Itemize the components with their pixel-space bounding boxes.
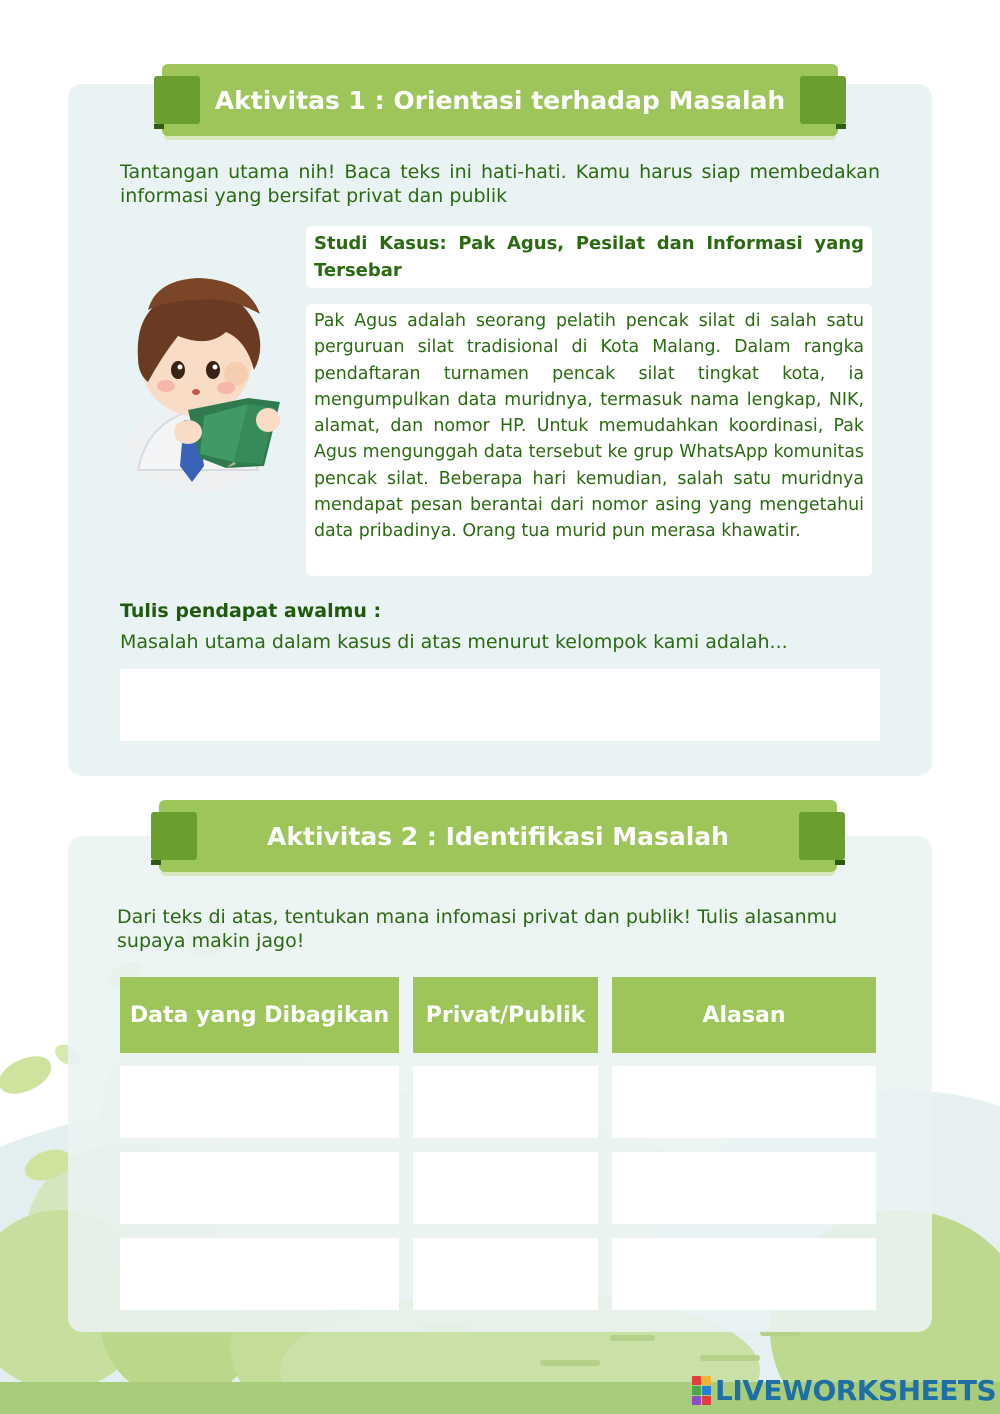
table-cell-reason-row2[interactable]	[612, 1152, 876, 1224]
case-study-body: Pak Agus adalah seorang pelatih pencak silat di salah satu perguruan silat tradisional di Kota Malang. Dalam rangka pendaftaran turnamen pencak silat tingkat kota, ia mengumpulkan data muridnya, termasuk nama lengkap, NIK, alamat, dan nomor HP. Untuk memudahkan koordinasi, Pak Agus mengunggah data tersebut ke grup WhatsApp komunitas pencak silat. Beberapa hari kemudian, salah satu muridnya mendapat pesan berantai dari nomor asing yang mengetahui data pribadinya. Orang tua murid pun merasa khawatir.	[306, 304, 872, 576]
opinion-answer-field[interactable]	[120, 669, 880, 741]
boy-reading-book-illustration	[108, 270, 298, 492]
logo-text: LIVEWORKSHEETS	[715, 1373, 997, 1407]
table-cell-data-row3[interactable]	[120, 1238, 399, 1310]
table-header-data: Data yang Dibagikan	[120, 977, 399, 1053]
table-cell-reason-row3[interactable]	[612, 1238, 876, 1310]
activity1-banner	[154, 64, 846, 136]
table-header-reason: Alasan	[612, 977, 876, 1053]
activity2-intro: Dari teks di atas, tentukan mana infomasi privat dan publik! Tulis alasanmu supaya makin jago!	[117, 906, 838, 952]
table-cell-data-row1[interactable]	[120, 1066, 399, 1138]
activity2-banner	[151, 800, 845, 872]
liveworksheets-logo	[692, 1372, 996, 1408]
case-study-title: Studi Kasus: Pak Agus, Pesilat dan Informasi yang Tersebar	[306, 226, 872, 288]
opinion-prompt: Masalah utama dalam kasus di atas menurut kelompok kami adalah...	[120, 631, 788, 653]
activity1-title: Aktivitas 1 : Orientasi terhadap Masalah	[214, 85, 786, 115]
activity1-intro: Tantangan utama nih! Baca teks ini hati-hati. Kamu harus siap membedakan informasi yang bersifat privat dan publik	[120, 161, 880, 207]
table-cell-privacy-row2[interactable]	[413, 1152, 598, 1224]
table-cell-data-row2[interactable]	[120, 1152, 399, 1224]
table-header-privacy: Privat/Publik	[413, 977, 598, 1053]
activity2-title: Aktivitas 2 : Identifikasi Masalah	[267, 821, 729, 851]
opinion-label: Tulis pendapat awalmu :	[120, 600, 382, 622]
table-cell-reason-row1[interactable]	[612, 1066, 876, 1138]
liveworksheets-logo-icon	[692, 1376, 711, 1405]
table-cell-privacy-row1[interactable]	[413, 1066, 598, 1138]
table-cell-privacy-row3[interactable]	[413, 1238, 598, 1310]
